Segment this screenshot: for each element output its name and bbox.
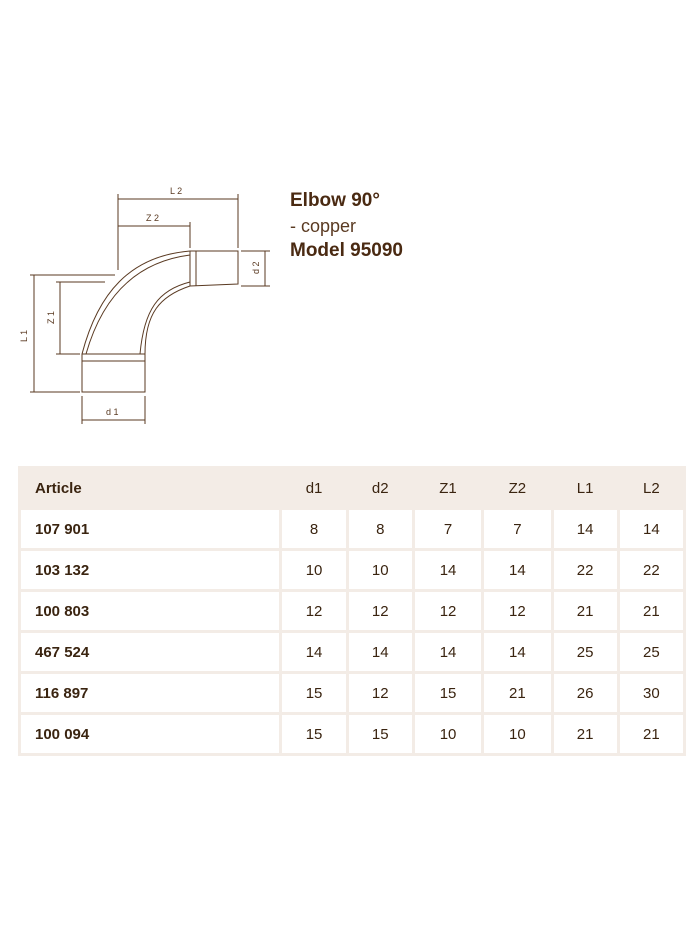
cell-Z2: 14 — [484, 633, 550, 671]
dim-L2 — [118, 194, 238, 270]
label-L1: L 1 — [19, 329, 29, 342]
product-title: Elbow 90° — [290, 190, 380, 211]
label-Z1: Z 1 — [46, 310, 56, 324]
dim-Z2 — [118, 222, 190, 248]
cell-Z2: 21 — [484, 674, 550, 712]
label-d2: d 2 — [251, 261, 261, 274]
cell-L2: 25 — [620, 633, 683, 671]
cell-d2: 14 — [349, 633, 412, 671]
label-L2: L 2 — [170, 186, 183, 196]
cell-Z1: 10 — [415, 715, 481, 753]
cell-Z2: 7 — [484, 510, 550, 548]
cell-L1: 21 — [554, 715, 617, 753]
header-d1: d1 — [282, 469, 345, 507]
cell-L2: 14 — [620, 510, 683, 548]
header-d2: d2 — [349, 469, 412, 507]
cell-L1: 22 — [554, 551, 617, 589]
table-row — [21, 633, 683, 671]
elbow-outer-wall — [82, 251, 238, 392]
cell-Z2: 14 — [484, 551, 550, 589]
label-Z2: Z 2 — [146, 213, 160, 223]
table-row — [21, 674, 683, 712]
table-row — [21, 551, 683, 589]
product-title-block — [290, 188, 403, 264]
cell-L1: 14 — [554, 510, 617, 548]
cell-L1: 26 — [554, 674, 617, 712]
cell-article: 467 524 — [21, 633, 279, 671]
label-d1: d 1 — [106, 407, 119, 417]
cell-article: 100 803 — [21, 592, 279, 630]
cell-d2: 10 — [349, 551, 412, 589]
elbow-diagram — [10, 178, 275, 428]
cell-d1: 10 — [282, 551, 345, 589]
cell-Z2: 12 — [484, 592, 550, 630]
dimensions-table — [18, 466, 686, 756]
socket-lines — [82, 251, 196, 361]
cell-L1: 21 — [554, 592, 617, 630]
table-header-row — [21, 469, 683, 507]
cell-d2: 15 — [349, 715, 412, 753]
header-L1: L1 — [554, 469, 617, 507]
header-article: Article — [21, 469, 279, 507]
cell-Z1: 14 — [415, 633, 481, 671]
header-Z2: Z2 — [484, 469, 550, 507]
cell-Z1: 12 — [415, 592, 481, 630]
table-row — [21, 592, 683, 630]
cell-article: 103 132 — [21, 551, 279, 589]
cell-Z2: 10 — [484, 715, 550, 753]
header-Z1: Z1 — [415, 469, 481, 507]
cell-d1: 14 — [282, 633, 345, 671]
table-row — [21, 510, 683, 548]
dim-Z1 — [56, 282, 105, 354]
cell-L2: 21 — [620, 592, 683, 630]
cell-d1: 15 — [282, 674, 345, 712]
cell-article: 100 094 — [21, 715, 279, 753]
cell-L1: 25 — [554, 633, 617, 671]
cell-d1: 8 — [282, 510, 345, 548]
cell-L2: 21 — [620, 715, 683, 753]
cell-article: 116 897 — [21, 674, 279, 712]
product-model: Model 95090 — [290, 240, 403, 261]
cell-Z1: 15 — [415, 674, 481, 712]
cell-Z1: 7 — [415, 510, 481, 548]
cell-d1: 12 — [282, 592, 345, 630]
dim-L1 — [30, 275, 115, 392]
header-L2: L2 — [620, 469, 683, 507]
cell-Z1: 14 — [415, 551, 481, 589]
cell-d2: 12 — [349, 674, 412, 712]
cell-article: 107 901 — [21, 510, 279, 548]
cell-d2: 8 — [349, 510, 412, 548]
cell-L2: 22 — [620, 551, 683, 589]
cell-d2: 12 — [349, 592, 412, 630]
product-material: - copper — [290, 216, 357, 236]
table-row — [21, 715, 683, 753]
cell-L2: 30 — [620, 674, 683, 712]
cell-d1: 15 — [282, 715, 345, 753]
dimensions-table-wrap — [18, 466, 686, 756]
